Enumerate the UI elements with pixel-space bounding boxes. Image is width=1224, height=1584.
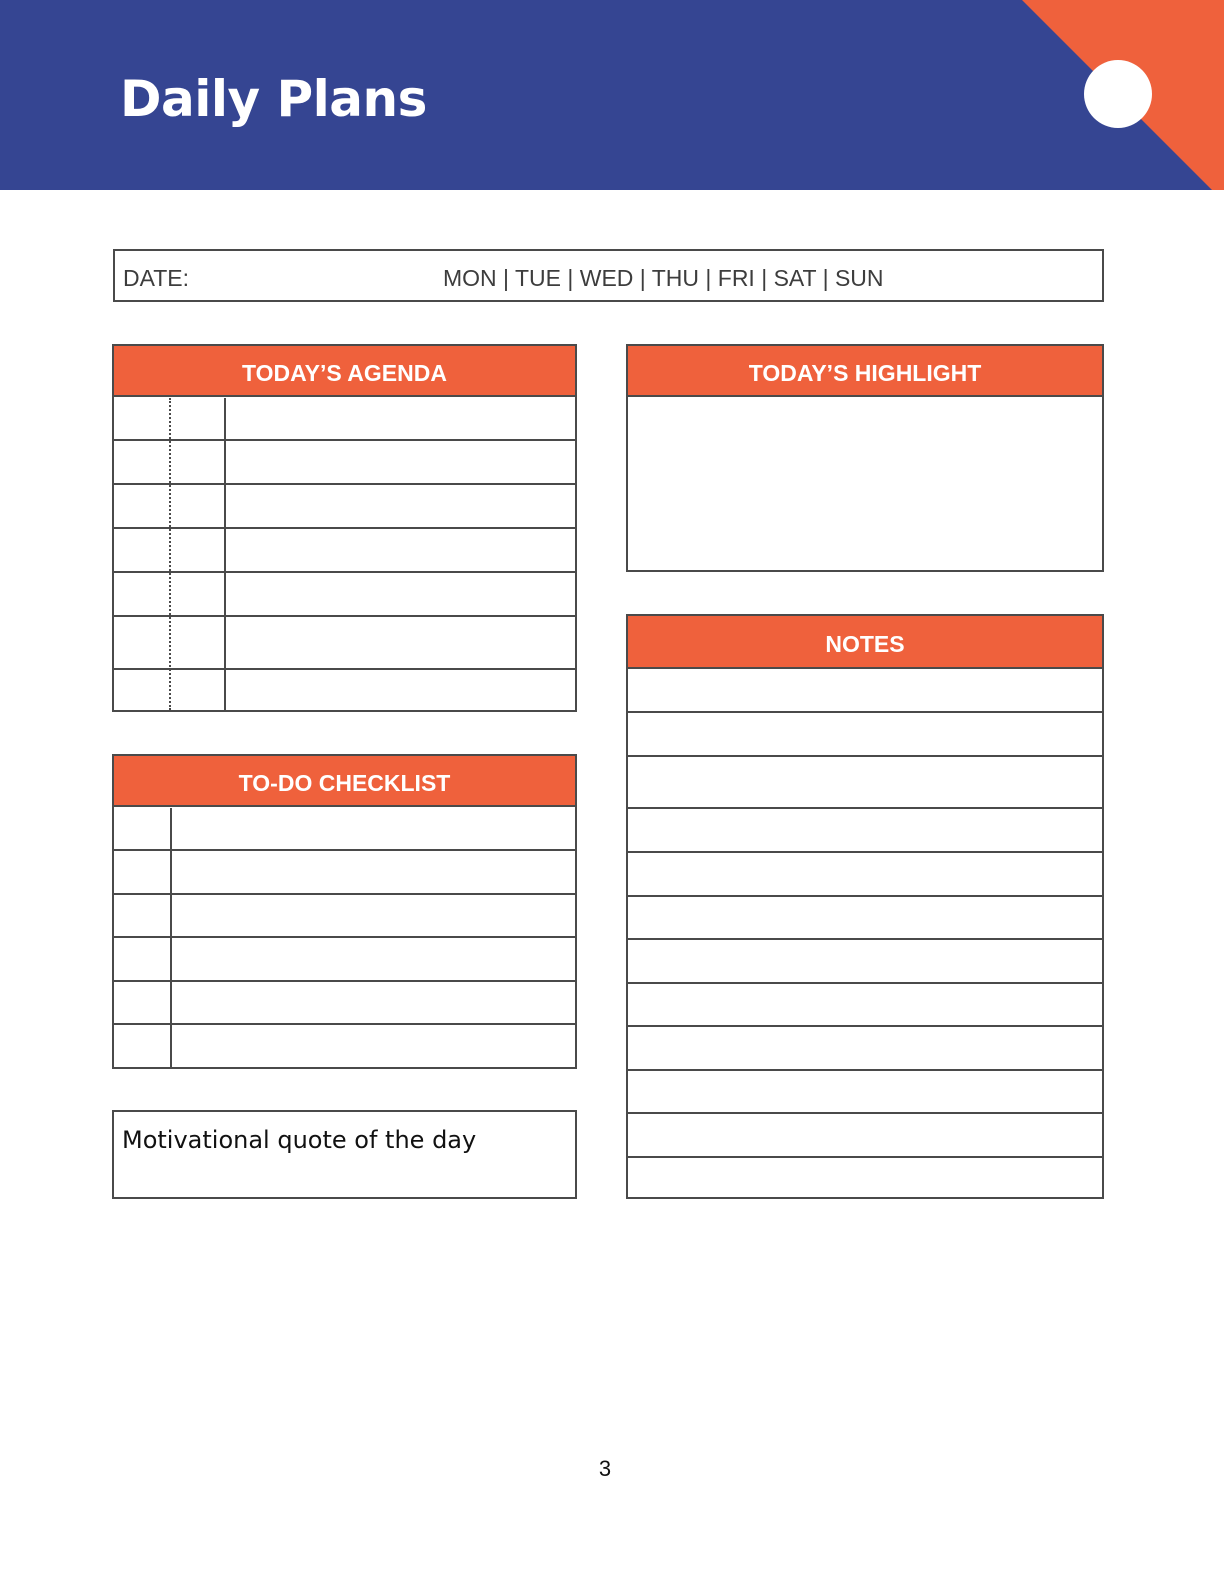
- agenda-title: TODAY’S AGENDA: [114, 346, 575, 397]
- agenda-time-divider: [169, 398, 171, 710]
- agenda-row[interactable]: [114, 485, 575, 529]
- date-label: DATE:: [123, 265, 190, 291]
- highlight-title: TODAY’S HIGHLIGHT: [628, 346, 1102, 397]
- todo-title: TO-DO CHECKLIST: [114, 756, 575, 807]
- notes-line[interactable]: [628, 940, 1102, 984]
- notes-line[interactable]: [628, 669, 1102, 713]
- page-number: 3: [598, 1456, 612, 1481]
- todo-item[interactable]: [114, 895, 575, 938]
- agenda-section: [112, 344, 577, 712]
- agenda-row[interactable]: [114, 529, 575, 573]
- agenda-row[interactable]: [114, 670, 575, 712]
- quote-label: Motivational quote of the day: [122, 1126, 477, 1154]
- agenda-row[interactable]: [114, 397, 575, 441]
- notes-line[interactable]: [628, 809, 1102, 853]
- notes-line[interactable]: [628, 1071, 1102, 1114]
- notes-line[interactable]: [628, 757, 1102, 809]
- white-circle-icon: [1084, 60, 1152, 128]
- todo-item[interactable]: [114, 982, 575, 1025]
- todo-item[interactable]: [114, 938, 575, 982]
- todo-item[interactable]: [114, 851, 575, 895]
- agenda-row[interactable]: [114, 441, 575, 485]
- page-title: Daily Plans: [120, 70, 427, 128]
- todo-checkbox-divider: [170, 808, 172, 1067]
- todo-item[interactable]: [114, 807, 575, 851]
- notes-line[interactable]: [628, 1027, 1102, 1071]
- notes-line[interactable]: [628, 984, 1102, 1027]
- quote-box[interactable]: [112, 1110, 577, 1199]
- agenda-task-divider: [224, 398, 226, 710]
- todo-section: [112, 754, 577, 1069]
- date-bar: [113, 249, 1104, 302]
- agenda-row[interactable]: [114, 573, 575, 617]
- agenda-row[interactable]: [114, 617, 575, 670]
- highlight-section: [626, 344, 1104, 572]
- todo-item[interactable]: [114, 1025, 575, 1069]
- notes-title: NOTES: [628, 616, 1102, 669]
- notes-section: [626, 614, 1104, 1199]
- notes-line[interactable]: [628, 897, 1102, 940]
- header-banner: [0, 0, 1224, 190]
- highlight-area[interactable]: [628, 397, 1102, 570]
- notes-line[interactable]: [628, 713, 1102, 757]
- weekday-selector[interactable]: MON | TUE | WED | THU | FRI | SAT | SUN: [443, 265, 884, 291]
- notes-line[interactable]: [628, 1158, 1102, 1199]
- notes-line[interactable]: [628, 853, 1102, 897]
- notes-line[interactable]: [628, 1114, 1102, 1158]
